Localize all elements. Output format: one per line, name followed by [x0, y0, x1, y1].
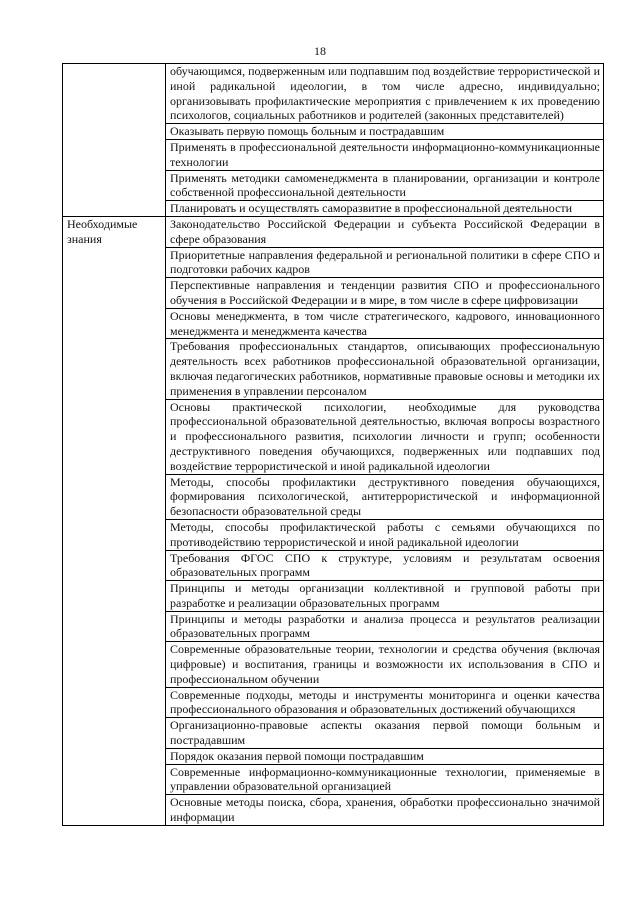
- knowledge-label: Необходимые знания: [63, 216, 166, 825]
- cell-text: Основы практической психологии, необходимые для руководства профессиональной образовательной деятельностью, включая вопросы возрастного и профессионального развития, психологии личности и групп; особенности деструктивного поведения обучающихся, подверженных или подпавших под воздействие террористической и иной радикальной идеологии: [166, 399, 604, 474]
- cell-text: Организационно-правовые аспекты оказания первой помощи больным и пострадавшим: [166, 718, 604, 749]
- cell-text: Принципы и методы разработки и анализа процесса и результатов реализации образовательных программ: [166, 611, 604, 642]
- cell-text: Требования профессиональных стандартов, описывающих профессиональную деятельность всех работников профессиональной образовательной организации, включая педагогических работников, нормативные правовые основы и методики их применения в управлении персоналом: [166, 339, 604, 399]
- skills-label-cell: [63, 64, 166, 217]
- cell-text: Современные информационно-коммуникационные технологии, применяемые в управлении образовательной организацией: [166, 764, 604, 795]
- cell-text: Основы менеджмента, в том числе стратегического, кадрового, инновационного менеджмента и менеджмента качества: [166, 308, 604, 339]
- cell-text: Требования ФГОС СПО к структуре, условиям и результатам освоения образовательных программ: [166, 550, 604, 581]
- cell-text: Применять методики самоменеджмента в планировании, организации и контроле собственной профессиональной деятельности: [166, 170, 604, 201]
- cell-text: Применять в профессиональной деятельности информационно-коммуникационные технологии: [166, 139, 604, 170]
- knowledge-row: [63, 216, 604, 247]
- cell-text: Современные образовательные теории, технологии и средства обучения (включая цифровые) и воспитания, границы и возможности их использования в СПО и профессиональном обучении: [166, 642, 604, 687]
- cell-text: обучающимся, подверженным или подпавшим под воздействие террористической и иной радикальной идеологии, в том числе адресно, индивидуально; организовывать профилактические мероприятия с привлечением к их проведению психологов, социальных работников и родителей (законных представителей): [166, 64, 604, 124]
- cell-text: Принципы и методы организации коллективной и групповой работы при разработке и реализации образовательных программ: [166, 581, 604, 612]
- table-body: [63, 64, 604, 826]
- cell-text: Оказывать первую помощь больным и пострадавшим: [166, 124, 604, 140]
- cell-text: Порядок оказания первой помощи пострадавшим: [166, 748, 604, 764]
- cell-text: Методы, способы профилактической работы с семьями обучающихся по противодействию террористической и иной радикальной идеологии: [166, 519, 604, 550]
- competency-table: [62, 63, 604, 826]
- skills-row: [63, 64, 604, 124]
- cell-text: Законодательство Российской Федерации и субъекта Российской Федерации в сфере образования: [166, 216, 604, 247]
- cell-text: Современные подходы, методы и инструменты мониторинга и оценки качества профессионального образования и образовательных достижений обучающихся: [166, 687, 604, 718]
- cell-text: Планировать и осуществлять саморазвитие в профессиональной деятельности: [166, 201, 604, 217]
- cell-text: Методы, способы профилактики деструктивного поведения обучающихся, формирования психологической, антитеррористической и информационной безопасности образовательной среды: [166, 474, 604, 519]
- cell-text: Основные методы поиска, сбора, хранения, обработки профессионально значимой информации: [166, 795, 604, 826]
- cell-text: Перспективные направления и тенденции развития СПО и профессионального обучения в Российской Федерации и в мире, в том числе в сфере цифровизации: [166, 278, 604, 309]
- page-number: 18: [314, 44, 326, 58]
- cell-text: Приоритетные направления федеральной и региональной политики в сфере СПО и подготовки рабочих кадров: [166, 247, 604, 278]
